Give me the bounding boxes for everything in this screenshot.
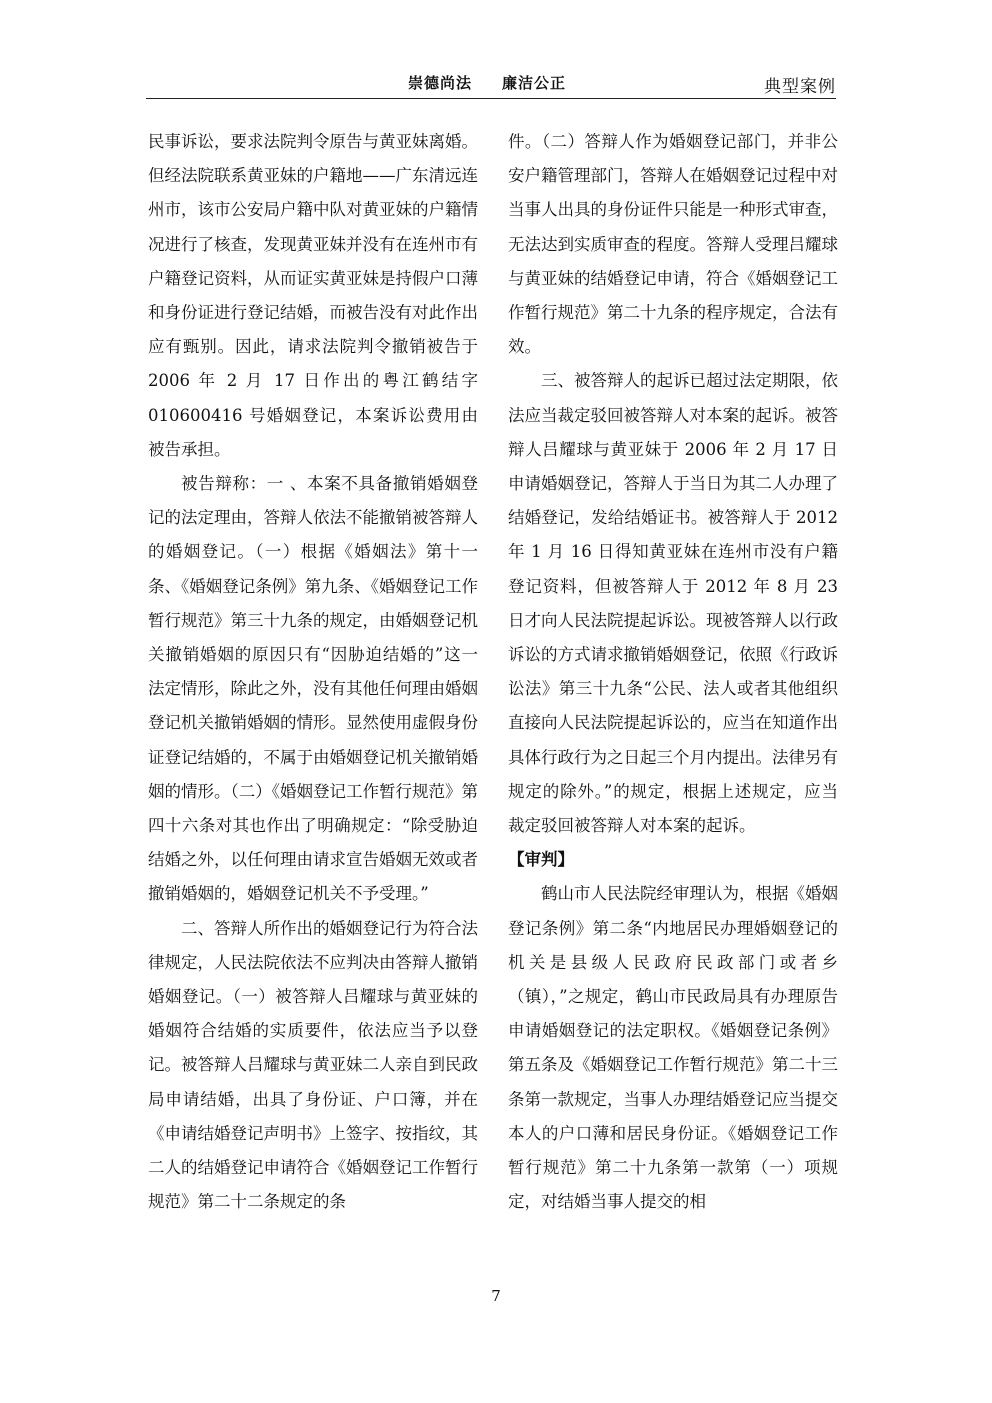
section-heading: 【审判】 — [508, 850, 574, 870]
header-rule — [146, 98, 836, 99]
right-column — [508, 125, 838, 1220]
page-header — [146, 70, 836, 98]
section-title: 典型案例 — [764, 77, 836, 97]
paragraph: 被告辩称：一 、本案不具备撤销婚姻登记的法定理由，答辩人依法不能撤销被答辩人的婚姻登记。（一）根据《婚姻法》第十一条、《婚姻登记条例》第九条、《婚姻登记工作暂行规范》第三十九条的规定，由婚姻登记机关撤销婚姻的原因只有“因胁迫结婚的”这一法定情形，除此之外，没有其他任何理由婚姻登记机关撤销婚姻的情形。显然使用虚假身份证登记结婚的，不属于由婚姻登记机关撤销婚姻的情形。（二）《婚姻登记工作暂行规范》第四十六条对其也作出了明确规定：“除受胁迫结婚之外，以任何理由请求宣告婚姻无效或者撤销婚姻的，婚姻登记机关不予受理。” — [148, 474, 478, 904]
page-number: 7 — [491, 1287, 501, 1305]
left-column — [148, 125, 478, 1220]
header-motto — [408, 72, 596, 93]
paragraph: 鹤山市人民法院经审理认为，根据《婚姻登记条例》第二条“内地居民办理婚姻登记的机关是县级人民政府民政部门或者乡（镇），”之规定，鹤山市民政局具有办理原告申请婚姻登记的法定职权。《婚姻登记条例》第五条及《婚姻登记工作暂行规范》第二十三条第一款规定，当事人办理结婚登记应当提交本人的户口薄和居民身份证。《婚姻登记工作暂行规范》第二十九条第一款第（一）项规定，对结婚当事人提交的相 — [508, 884, 838, 1212]
motto-left: 崇德尚法 — [408, 74, 473, 92]
paragraph: 三、被答辩人的起诉已超过法定期限，依法应当裁定驳回被答辩人对本案的起诉。被答辩人吕耀球与黄亚妹于 2006 年 2 月 17 日申请婚姻登记，答辩人于当日为其二人办理了结婚登记，发给结婚证书。被答辩人于 2012 年 1 月 16 日得知黄亚妹在连州市没有户籍登记资料，但被答辩人于 2012 年 8 月 23 日才向人民法院提起诉讼。现被答辩人以行政诉讼的方式请求撤销婚姻登记，依照《行政诉讼法》第三十九条“公民、法人或者其他组织直接向人民法院提起诉讼的，应当在知道作出具体行政行为之日起三个月内提出。法律另有规定的除外。”的规定，根据上述规定，应当裁定驳回被答辩人对本案的起诉。 — [508, 371, 838, 836]
paragraph: 二、答辩人所作出的婚姻登记行为符合法律规定，人民法院依法不应判决由答辩人撤销婚姻登记。（一）被答辩人吕耀球与黄亚妹的婚姻符合结婚的实质要件，依法应当予以登记。被答辩人吕耀球与黄亚妹二人亲自到民政局申请结婚，出具了身份证、户口簿，并在《申请结婚登记声明书》上签字、按指纹，其二人的结婚登记申请符合《婚姻登记工作暂行规范》第二十二条规定的条 — [148, 918, 478, 1212]
paragraph: 件。（二）答辩人作为婚姻登记部门，并非公安户籍管理部门，答辩人在婚姻登记过程中对当事人出具的身份证件只能是一种形式审查，无法达到实质审查的程度。答辩人受理吕耀球与黄亚妹的结婚登记申请，符合《婚姻登记工作暂行规范》第二十九条的程序规定，合法有效。 — [508, 132, 838, 357]
motto-right: 廉洁公正 — [502, 74, 567, 92]
paragraph: 民事诉讼，要求法院判令原告与黄亚妹离婚。但经法院联系黄亚妹的户籍地——广东清远连州市，该市公安局户籍中队对黄亚妹的户籍情况进行了核查，发现黄亚妹并没有在连州市有户籍登记资料，从而证实黄亚妹是持假户口薄和身份证进行登记结婚，而被告没有对此作出应有甄别。因此，请求法院判令撤销被告于 2006 年 2 月 17 日作出的粤江鹤结字 010600416 号婚姻登记，本案诉讼费用由被告承担。 — [148, 132, 478, 459]
